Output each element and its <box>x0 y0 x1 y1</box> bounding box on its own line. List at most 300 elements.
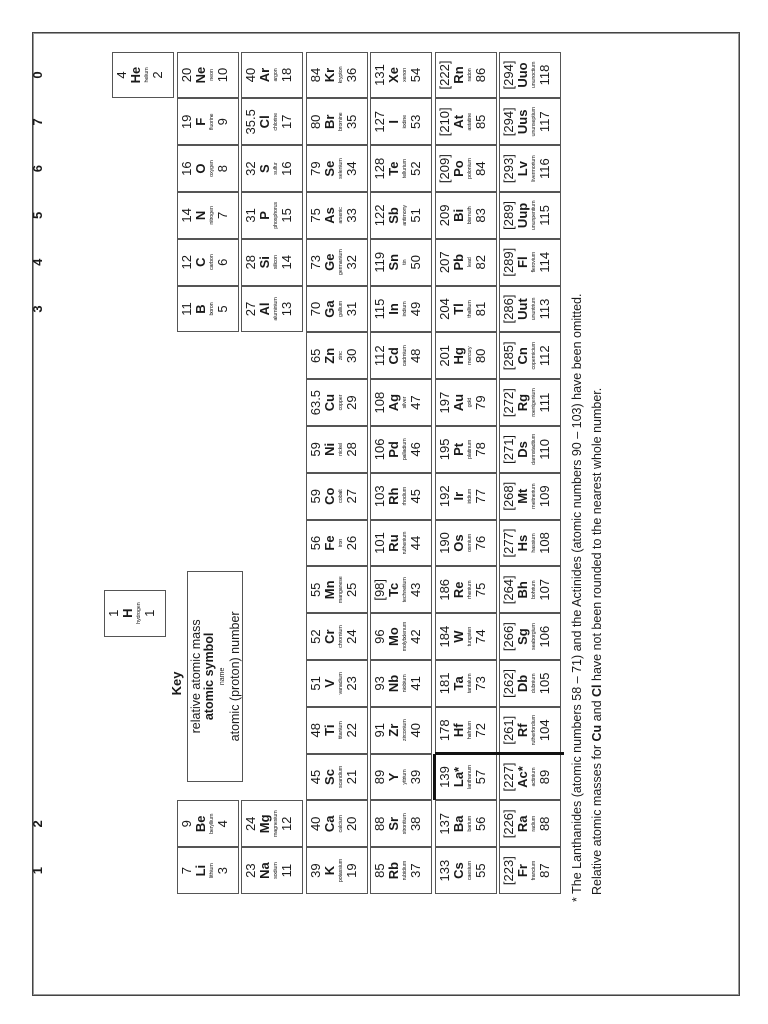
element-number: 49 <box>408 301 423 317</box>
element-number: 35 <box>343 114 359 130</box>
element-symbol: Tl <box>450 303 466 315</box>
element-number: 30 <box>343 348 359 364</box>
element-cell-cn <box>499 332 561 379</box>
element-mass: 139 <box>436 766 452 788</box>
element-number: 89 <box>537 769 552 785</box>
element-cell-re <box>435 566 497 613</box>
element-number: 5 <box>214 305 230 313</box>
element-number: 115 <box>537 205 552 226</box>
element-number: 21 <box>343 769 359 785</box>
element-symbol: N <box>192 210 208 221</box>
element-number: 86 <box>472 67 488 83</box>
element-number: 18 <box>279 67 294 83</box>
element-cell-po <box>435 145 497 192</box>
element-mass: [286] <box>501 294 516 324</box>
key-title: Key <box>168 671 184 696</box>
element-cell-at <box>435 98 497 145</box>
element-mass: 19 <box>178 114 194 130</box>
element-name: sodium <box>273 862 279 879</box>
element-mass: 112 <box>372 345 387 367</box>
element-name: bromine <box>337 112 344 132</box>
element-cell-fr <box>499 847 561 894</box>
element-name: nitrogen <box>208 206 215 225</box>
element-name: iron <box>337 538 344 548</box>
element-symbol: As <box>321 207 337 224</box>
element-name: chlorine <box>273 112 279 131</box>
element-mass: 28 <box>243 254 258 270</box>
element-mass: 192 <box>436 485 452 508</box>
element-number: 57 <box>472 769 488 785</box>
element-name: technetium <box>402 577 408 603</box>
element-cell-li <box>177 847 239 894</box>
group-label-2: 2 <box>30 820 45 828</box>
element-symbol: I <box>386 120 401 124</box>
element-name: platinum <box>466 439 473 460</box>
element-mass: 73 <box>307 254 323 270</box>
element-symbol: Db <box>515 674 530 693</box>
group-label-0: 0 <box>30 71 45 79</box>
element-symbol: Y <box>386 772 401 782</box>
element-symbol: Ar <box>257 67 272 83</box>
element-mass: 101 <box>372 532 387 554</box>
element-cell-mo <box>370 613 432 660</box>
element-cell-v <box>306 660 368 707</box>
element-number: 105 <box>537 672 552 695</box>
element-cell-ra <box>499 800 561 847</box>
element-mass: [210] <box>436 107 452 137</box>
element-mass: 209 <box>436 204 452 227</box>
element-cell-ir <box>435 473 497 520</box>
element-name: astatine <box>466 112 473 131</box>
element-cell-o <box>177 145 239 192</box>
element-symbol: Ge <box>321 253 337 271</box>
element-mass: 12 <box>178 254 194 270</box>
element-name: arsenic <box>337 207 344 224</box>
element-mass: 131 <box>372 64 387 86</box>
element-number: 7 <box>214 211 230 220</box>
element-number: 83 <box>472 208 488 223</box>
element-cell-sc <box>306 754 368 801</box>
element-mass: [285] <box>501 341 516 371</box>
element-number: 81 <box>472 301 488 317</box>
element-symbol: H <box>120 608 135 618</box>
element-name: hydrogen <box>136 602 142 624</box>
element-number: 79 <box>472 395 488 410</box>
element-symbol: Nb <box>386 674 401 693</box>
element-mass: [272] <box>501 388 516 418</box>
element-mass: 103 <box>372 485 387 508</box>
element-name: seaborgium <box>531 623 537 650</box>
element-cell-rb <box>370 847 432 894</box>
element-name: zirconium <box>402 719 408 742</box>
footnote-rounding <box>590 388 604 895</box>
element-symbol: In <box>386 303 401 315</box>
element-mass: 40 <box>307 816 323 832</box>
element-cell-pt <box>435 426 497 473</box>
element-cell-rn <box>435 52 497 99</box>
element-number: 2 <box>150 71 165 79</box>
element-cell-k <box>306 847 368 894</box>
element-symbol: Ne <box>192 66 208 84</box>
element-cell-sr <box>370 800 432 847</box>
element-number: 53 <box>408 114 423 130</box>
element-mass: [226] <box>501 809 516 839</box>
element-cell-tl <box>435 286 497 333</box>
element-cell-sg <box>499 613 561 660</box>
element-number: 55 <box>472 863 488 878</box>
element-name: vanadium <box>337 672 344 695</box>
element-symbol: Ca <box>321 815 337 833</box>
element-mass: 127 <box>372 110 387 133</box>
element-mass: 96 <box>372 629 387 644</box>
element-cell-rf <box>499 707 561 754</box>
element-cell-in <box>370 286 432 333</box>
element-cell-rh <box>370 473 432 520</box>
element-name: flerovium <box>531 251 537 273</box>
element-name: nickel <box>337 442 344 456</box>
element-mass: 79 <box>307 161 323 176</box>
element-name: bismuth <box>466 206 473 225</box>
element-symbol: Bi <box>450 208 466 222</box>
element-name: tungsten <box>466 626 473 647</box>
element-cell-uuo <box>499 52 561 99</box>
element-cell-xe <box>370 52 432 99</box>
element-symbol: Uup <box>515 202 530 229</box>
element-cell-mg <box>241 800 303 847</box>
element-mass: [294] <box>501 60 516 90</box>
footnote-rounding-text-a: Relative atomic masses for <box>589 741 604 895</box>
element-cell-db <box>499 660 561 707</box>
element-name: krypton <box>337 66 344 84</box>
element-mass: [222] <box>436 60 452 90</box>
element-cell-cu <box>306 379 368 426</box>
element-symbol: Ni <box>321 442 337 456</box>
element-name: radium <box>531 816 537 832</box>
element-name: osmium <box>466 533 473 553</box>
element-mass: 65 <box>307 348 323 364</box>
element-mass: 59 <box>307 488 323 504</box>
element-symbol: Br <box>321 114 337 130</box>
element-name: iridium <box>466 488 473 504</box>
element-mass: [223] <box>501 856 516 886</box>
element-cell-c <box>177 239 239 286</box>
element-number: 28 <box>343 442 359 457</box>
element-mass: 89 <box>372 769 387 785</box>
element-mass: 204 <box>436 298 452 320</box>
element-number: 27 <box>343 488 359 504</box>
element-cell-al <box>241 286 303 333</box>
element-cell-he <box>112 52 174 99</box>
element-cell-au <box>435 379 497 426</box>
element-mass: 88 <box>372 816 387 832</box>
element-mass: 184 <box>436 625 452 648</box>
element-cell-hs <box>499 520 561 567</box>
element-number: 108 <box>537 532 552 554</box>
element-mass: 75 <box>307 208 323 223</box>
element-symbol: Mg <box>257 814 272 834</box>
element-cell-si <box>241 239 303 286</box>
element-number: 29 <box>343 395 359 410</box>
element-symbol: Hg <box>450 347 466 365</box>
element-symbol: Rg <box>515 393 530 412</box>
element-name: roentgenium <box>531 388 537 417</box>
element-cell-y <box>370 754 432 801</box>
element-number: 26 <box>343 535 359 551</box>
element-name: palladium <box>402 438 408 461</box>
element-name: gold <box>466 397 473 408</box>
key-box <box>187 571 243 782</box>
element-number: 78 <box>472 442 488 457</box>
element-cell-b <box>177 286 239 333</box>
element-symbol: Cs <box>450 862 466 879</box>
element-number: 10 <box>214 67 230 83</box>
element-number: 17 <box>279 114 294 130</box>
element-symbol: Sb <box>386 207 401 224</box>
element-cell-w <box>435 613 497 660</box>
element-symbol: Cl <box>257 115 272 129</box>
element-name: carbon <box>208 254 215 271</box>
element-mass: 45 <box>307 769 323 785</box>
element-name: boron <box>208 302 215 316</box>
element-mass: 1 <box>106 609 121 617</box>
element-number: 116 <box>537 158 552 179</box>
element-number: 3 <box>214 866 230 875</box>
element-cell-br <box>306 98 368 145</box>
element-symbol: Rn <box>450 66 466 84</box>
element-mass: 115 <box>372 298 387 320</box>
element-mass: 91 <box>372 722 387 738</box>
key-name: name <box>218 667 226 686</box>
group-label-7: 7 <box>30 118 45 126</box>
element-mass: 14 <box>178 208 194 223</box>
element-number: 33 <box>343 208 359 223</box>
element-cell-la <box>435 754 497 801</box>
element-mass: 20 <box>178 67 194 83</box>
element-symbol: Cn <box>515 347 530 365</box>
element-number: 44 <box>408 535 423 551</box>
element-symbol: Ru <box>386 534 401 552</box>
element-cell-cd <box>370 332 432 379</box>
element-number: 109 <box>537 485 552 508</box>
group-label-6: 6 <box>30 165 45 173</box>
element-number: 31 <box>343 301 359 317</box>
element-mass: 122 <box>372 204 387 227</box>
element-cell-mn <box>306 566 368 613</box>
element-cell-ba <box>435 800 497 847</box>
element-mass: 63.5 <box>307 389 323 416</box>
element-cell-ge <box>306 239 368 286</box>
element-symbol: F <box>192 117 208 126</box>
element-number: 46 <box>408 442 423 457</box>
element-name: ununtrium <box>531 297 537 321</box>
element-cell-sn <box>370 239 432 286</box>
element-mass: 48 <box>307 722 323 738</box>
element-number: 20 <box>343 816 359 832</box>
element-name: zinc <box>337 351 344 361</box>
element-cell-lv <box>499 145 561 192</box>
element-name: molybdenum <box>402 621 408 652</box>
element-name: phosphorus <box>273 202 279 229</box>
element-number: 8 <box>214 164 230 173</box>
element-number: 56 <box>472 816 488 832</box>
element-number: 6 <box>214 258 230 266</box>
element-name: radon <box>466 68 473 82</box>
element-name: rutherfordium <box>531 715 537 746</box>
element-number: 88 <box>537 816 552 832</box>
element-number: 45 <box>408 488 423 504</box>
element-number: 110 <box>537 439 552 460</box>
element-symbol: Sc <box>321 769 337 785</box>
element-symbol: O <box>192 163 208 174</box>
element-mass: 106 <box>372 438 387 461</box>
element-symbol: Pt <box>450 442 466 456</box>
element-number: 84 <box>472 161 488 176</box>
element-cell-i <box>370 98 432 145</box>
element-name: yttrium <box>402 769 408 785</box>
element-cell-tc <box>370 566 432 613</box>
element-mass: 4 <box>114 71 129 79</box>
footnote-cl: Cl <box>589 684 604 697</box>
element-symbol: Os <box>450 534 466 552</box>
element-symbol: B <box>192 304 208 314</box>
element-name: lanthanum <box>466 765 473 789</box>
element-cell-uut <box>499 286 561 333</box>
element-number: 54 <box>408 67 423 83</box>
element-mass: [289] <box>501 200 516 230</box>
element-number: 19 <box>343 863 359 878</box>
element-cell-p <box>241 192 303 239</box>
element-cell-pb <box>435 239 497 286</box>
element-mass: 119 <box>372 251 387 273</box>
group-label-4: 4 <box>30 258 45 266</box>
element-number: 114 <box>537 251 552 273</box>
element-number: 43 <box>408 582 423 598</box>
element-cell-cr <box>306 613 368 660</box>
element-mass: [277] <box>501 528 516 558</box>
element-symbol: Cu <box>321 393 337 412</box>
element-name: fluorine <box>208 113 215 131</box>
element-number: 80 <box>472 348 488 364</box>
element-name: francium <box>531 860 537 881</box>
element-mass: [261] <box>501 715 516 745</box>
element-symbol: Kr <box>321 67 337 83</box>
element-number: 32 <box>343 254 359 270</box>
element-name: hassium <box>531 533 537 553</box>
element-number: 41 <box>408 676 423 691</box>
element-number: 25 <box>343 582 359 598</box>
element-mass: [268] <box>501 481 516 511</box>
element-mass: [98] <box>372 578 387 601</box>
element-name: tin <box>402 259 408 265</box>
element-name: dubnium <box>531 673 537 694</box>
element-symbol: Ti <box>321 724 337 736</box>
element-number: 36 <box>343 67 359 83</box>
element-name: indium <box>402 301 408 317</box>
element-symbol: Lv <box>515 161 530 177</box>
element-cell-hf <box>435 707 497 754</box>
element-symbol: Li <box>192 864 208 877</box>
element-number: 112 <box>537 345 552 367</box>
element-name: polonium <box>466 158 473 179</box>
element-mass: [271] <box>501 434 516 464</box>
element-symbol: Bh <box>515 581 530 599</box>
element-symbol: Po <box>450 160 466 177</box>
element-name: copper <box>337 394 344 411</box>
element-mass: [266] <box>501 622 516 652</box>
element-symbol: Ta <box>450 676 466 691</box>
element-name: antimony <box>402 205 408 226</box>
element-symbol: Tc <box>386 582 401 597</box>
element-name: rhodium <box>402 486 408 506</box>
element-cell-se <box>306 145 368 192</box>
element-symbol: Sn <box>386 253 401 271</box>
element-cell-zn <box>306 332 368 379</box>
element-symbol: C <box>192 257 208 267</box>
element-mass: 70 <box>307 301 323 317</box>
element-mass: 39 <box>307 863 323 878</box>
key-relative-atomic-mass: relative atomic mass <box>188 619 203 734</box>
element-number: 4 <box>214 820 230 828</box>
element-symbol: Xe <box>386 67 401 83</box>
element-symbol: Te <box>386 161 401 176</box>
element-mass: 128 <box>372 157 387 180</box>
element-mass: 32 <box>243 161 258 176</box>
element-name: cobalt <box>337 489 344 503</box>
element-name: titanium <box>337 721 344 740</box>
element-number: 85 <box>472 114 488 130</box>
element-name: argon <box>273 68 279 82</box>
element-number: 38 <box>408 816 423 832</box>
element-name: barium <box>466 816 473 832</box>
element-symbol: At <box>450 114 466 129</box>
element-name: gallium <box>337 301 344 318</box>
element-name: actinium <box>531 767 537 787</box>
element-name: cadmium <box>402 345 408 367</box>
element-cell-fl <box>499 239 561 286</box>
element-symbol: Sg <box>515 628 530 645</box>
element-number: 22 <box>343 722 359 738</box>
element-mass: [209] <box>436 154 452 184</box>
element-name: bohrium <box>531 580 537 600</box>
element-symbol: Ac* <box>515 766 530 788</box>
element-mass: 85 <box>372 863 387 878</box>
element-cell-ta <box>435 660 497 707</box>
element-mass: 190 <box>436 532 452 554</box>
element-name: strontium <box>402 813 408 835</box>
element-mass: 9 <box>178 820 194 828</box>
element-symbol: Pb <box>450 253 466 271</box>
element-number: 73 <box>472 676 488 691</box>
element-cell-ni <box>306 426 368 473</box>
element-cell-ti <box>306 707 368 754</box>
element-symbol: Zr <box>386 723 401 737</box>
element-cell-ds <box>499 426 561 473</box>
element-cell-ca <box>306 800 368 847</box>
element-number: 13 <box>279 301 294 317</box>
element-symbol: Fr <box>515 864 530 878</box>
element-name: ruthenium <box>402 531 408 555</box>
element-symbol: Se <box>321 160 337 177</box>
footnote-cu: Cu <box>589 724 604 742</box>
element-cell-na <box>241 847 303 894</box>
element-number: 117 <box>537 111 552 133</box>
element-cell-cl <box>241 98 303 145</box>
element-symbol: Mn <box>321 580 337 600</box>
element-mass: 59 <box>307 442 323 457</box>
element-name: selenium <box>337 158 344 179</box>
element-number: 47 <box>408 395 423 410</box>
lanthanide-divider <box>435 752 564 755</box>
